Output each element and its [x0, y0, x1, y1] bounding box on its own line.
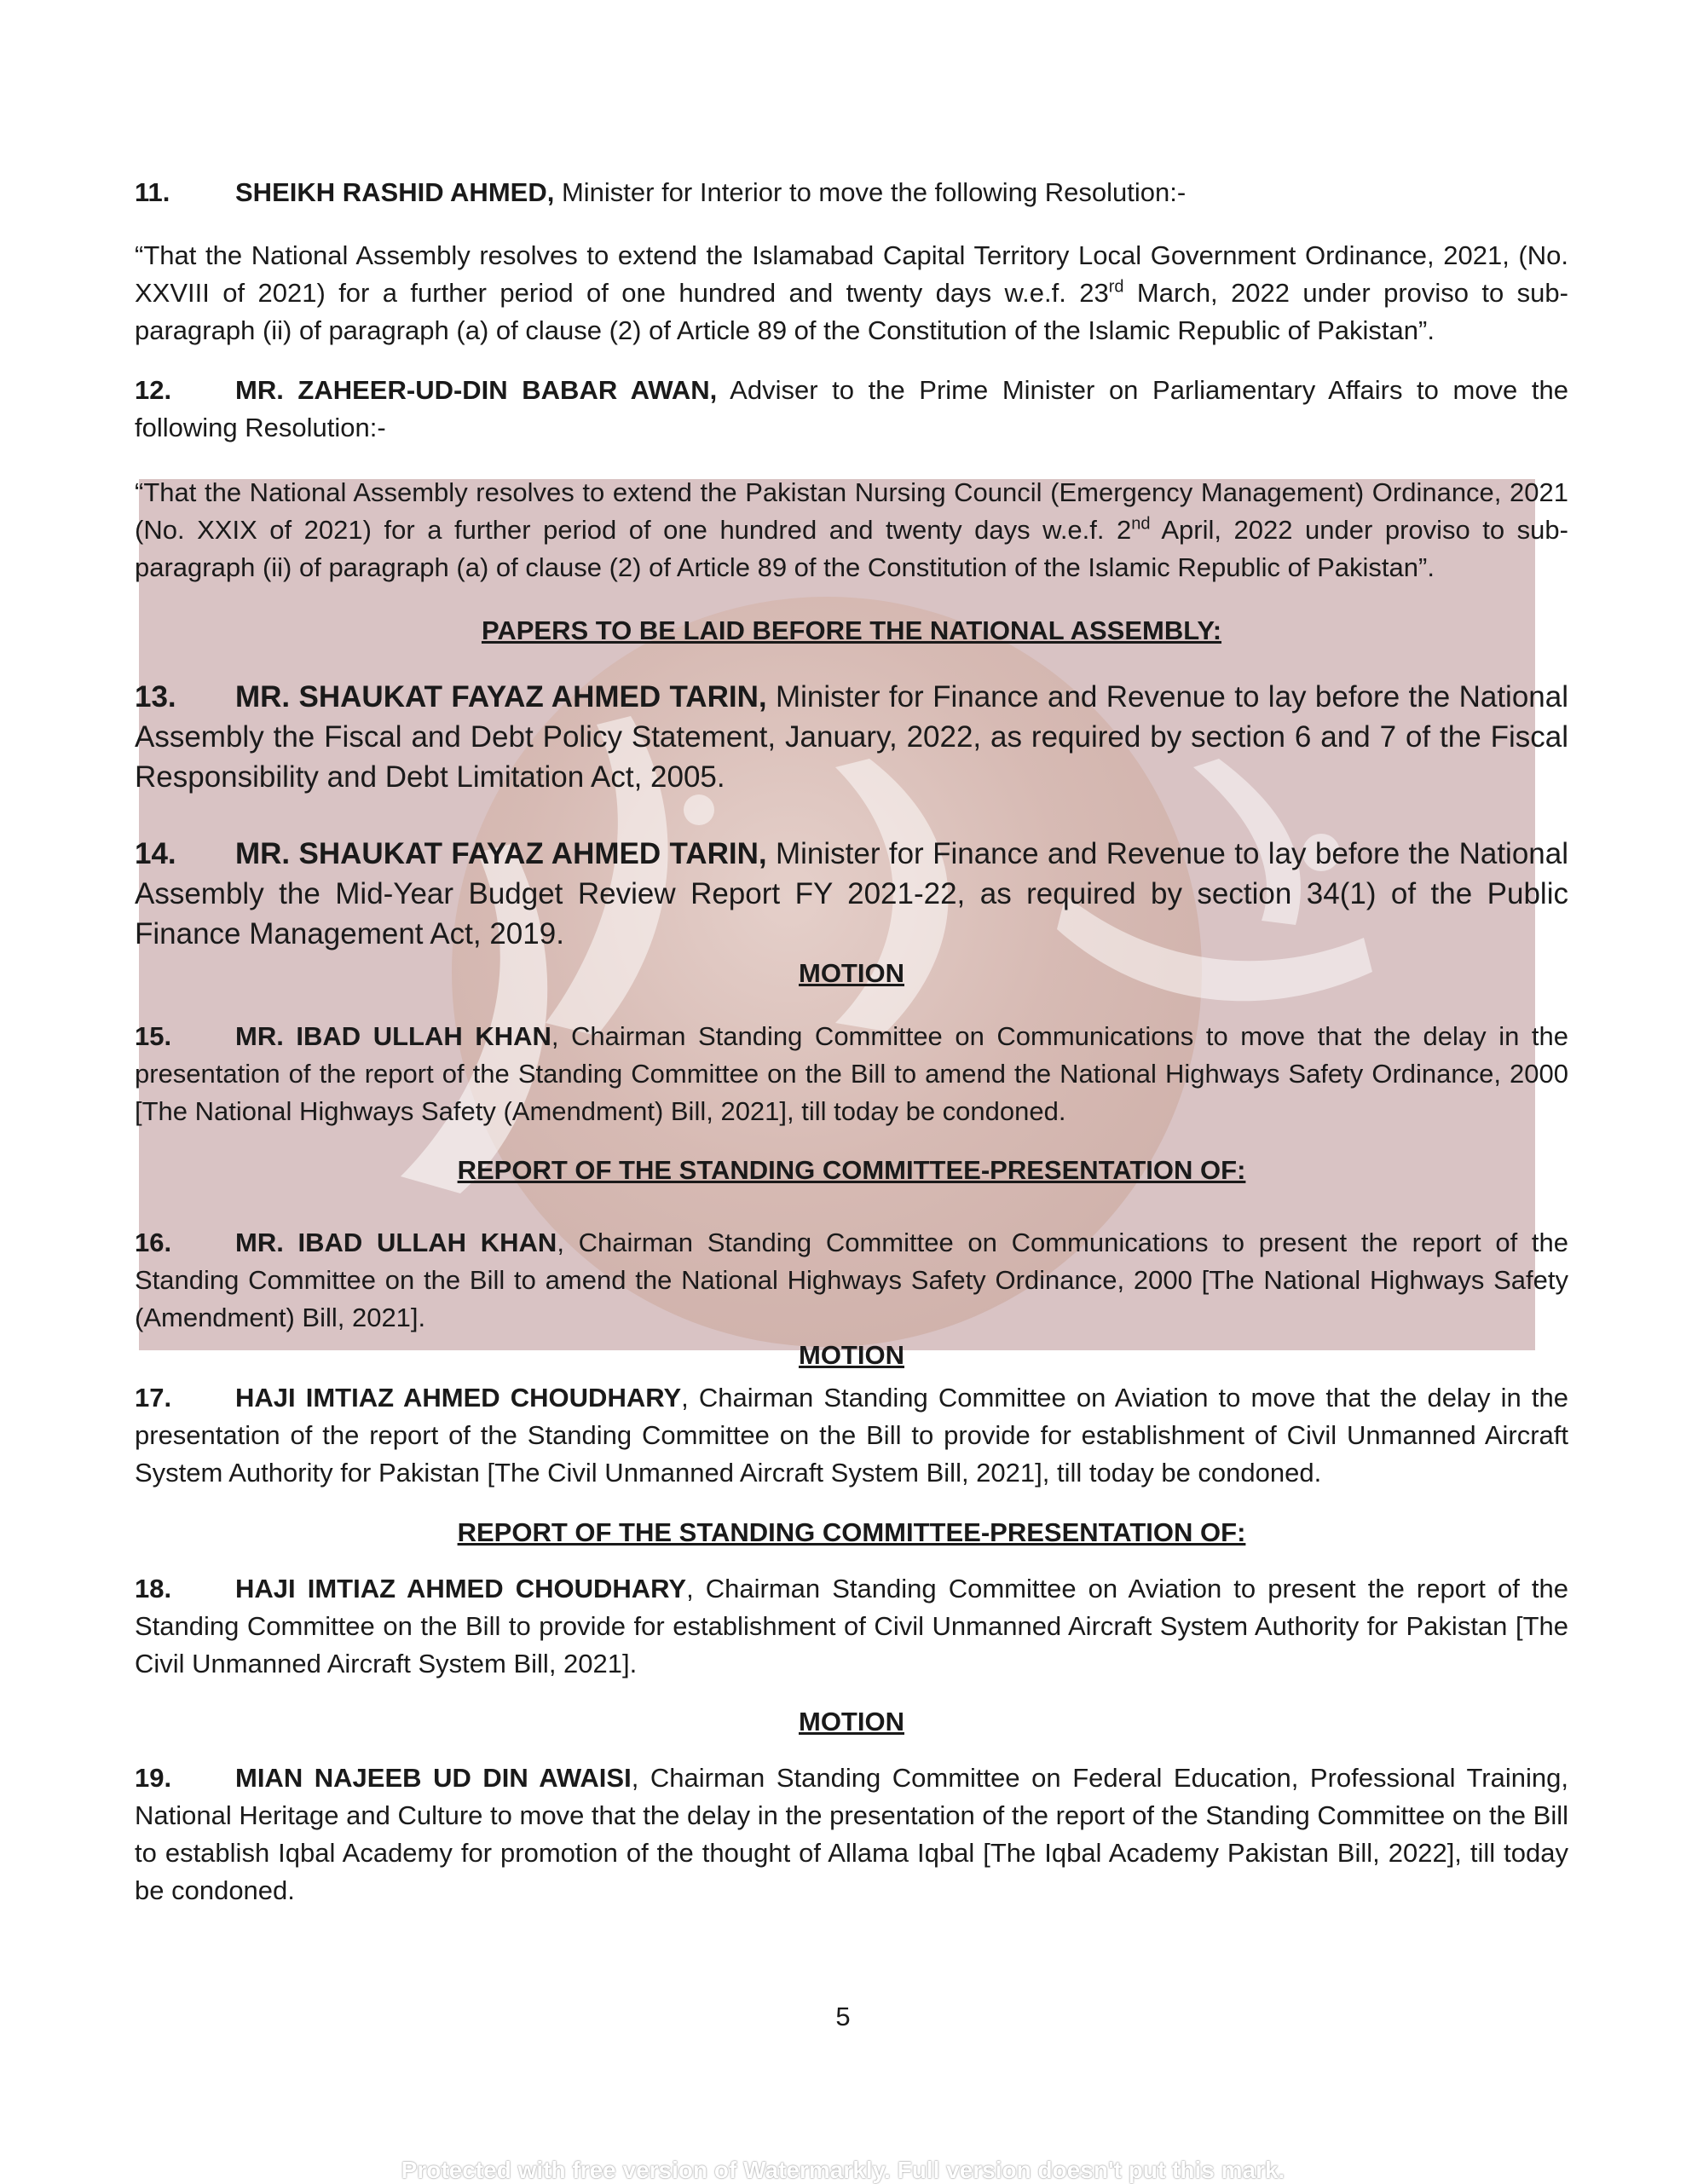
agenda-item-11 [135, 174, 1568, 211]
section-heading-motion: MOTION [799, 1707, 904, 1736]
item-number: 19. [135, 1763, 172, 1793]
agenda-item-13 [135, 677, 1568, 797]
item-number: 12. [135, 375, 172, 405]
section-heading-report: REPORT OF THE STANDING COMMITTEE-PRESENTATION OF: [457, 1517, 1246, 1547]
resolution-quote-11 [135, 237, 1568, 350]
section-heading-motion: MOTION [799, 1340, 904, 1370]
member-name: HAJI IMTIAZ AHMED CHOUDHARY [235, 1383, 682, 1413]
member-name: MR. IBAD ULLAH KHAN [235, 1228, 557, 1257]
member-name: MR. SHAUKAT FAYAZ AHMED TARIN, [235, 837, 767, 870]
item-text: Minister for Finance and Revenue to lay before the National Assembly the Mid-Year Budget Review Report FY 2021-22, as required by section 34(1) of the Public Finance Management Act, 2019. [135, 837, 1568, 950]
quote-text-b: March, 2022 under proviso to sub-paragraph (ii) of paragraph (a) of clause (2) of Article 89 of the Constitution of the Islamic Republic of Pakistan”. [135, 278, 1568, 345]
item-text: , Chairman Standing Committee on Aviation to move that the delay in the presentation of the report of the Standing Committee on the Bill to provide for establishment of Civil Unmanned Aircraft System Authority for Pakistan [The Civil Unmanned Aircraft System Bill, 2021], till today be condoned. [135, 1383, 1569, 1488]
agenda-item-18 [135, 1570, 1568, 1683]
item-number: 15. [135, 1021, 172, 1051]
item-text: , Chairman Standing Committee on Federal Education, Professional Training, National Heritage and Culture to move that the delay in the presentation of the report of the Standing Committee on the Bill to establish Iqbal Academy for promotion of the thought of Allama Iqbal [The Iqbal Academy Pakistan Bill, 2022], till today be condoned. [135, 1763, 1568, 1905]
agenda-item-19 [135, 1759, 1568, 1910]
item-number: 13. [135, 680, 176, 714]
section-heading-report: REPORT OF THE STANDING COMMITTEE-PRESENTATION OF: [457, 1155, 1246, 1185]
item-text: Minister for Finance and Revenue to lay before the National Assembly the Fiscal and Debt Policy Statement, January, 2022, as required by section 6 and 7 of the Fiscal Responsibility and Debt Limitation Act, 2005. [135, 680, 1568, 794]
agenda-item-14 [135, 834, 1568, 954]
member-name: SHEIKH RASHID AHMED, [235, 177, 555, 207]
item-text: Adviser to the Prime Minister on Parliamentary Affairs to move the following Resolution:- [135, 375, 1568, 442]
member-name: MIAN NAJEEB UD DIN AWAISI [235, 1763, 632, 1793]
item-text: Minister for Interior to move the following Resolution:- [554, 177, 1187, 207]
item-number: 18. [135, 1574, 172, 1603]
item-text: , Chairman Standing Committee on Communications to present the report of the Standing Committee on the Bill to amend the National Highways Safety Ordinance, 2000 [The National Highways Safety (Amendment) Bill, 2021]. [135, 1228, 1568, 1332]
member-name: MR. IBAD ULLAH KHAN [235, 1021, 551, 1051]
member-name: MR. ZAHEER-UD-DIN BABAR AWAN, [235, 375, 718, 405]
section-heading-motion: MOTION [799, 958, 904, 988]
quote-text-a: “That the National Assembly resolves to extend the Islamabad Capital Territory Local Government Ordinance, 2021, (No. XXVIII of 2021) for a further period of one hundred and twenty days w.e.f. 23 [135, 240, 1568, 308]
item-number: 14. [135, 837, 176, 870]
item-number: 17. [135, 1383, 172, 1413]
agenda-item-17 [135, 1379, 1568, 1492]
quote-superscript: rd [1108, 277, 1124, 297]
item-number: 16. [135, 1228, 172, 1257]
quote-superscript: nd [1131, 514, 1151, 534]
item-number: 11. [135, 177, 170, 207]
item-text: , Chairman Standing Committee on Communications to move that the delay in the presentation of the report of the Standing Committee on the Bill to amend the National Highways Safety Ordinance, 2000 [The National Highways Safety (Amendment) Bill, 2021], till today be condoned. [135, 1021, 1568, 1126]
quote-text-b: April, 2022 under proviso to sub-paragraph (ii) of paragraph (a) of clause (2) of Article 89 of the Constitution of the Islamic Republic of Pakistan”. [135, 515, 1568, 582]
member-name: MR. SHAUKAT FAYAZ AHMED TARIN, [235, 680, 767, 714]
agenda-item-16 [135, 1224, 1568, 1337]
section-heading-papers: PAPERS TO BE LAID BEFORE THE NATIONAL ASSEMBLY: [481, 615, 1222, 645]
resolution-quote-12 [135, 474, 1568, 586]
quote-text-a: “That the National Assembly resolves to extend the Pakistan Nursing Council (Emergency Management) Ordinance, 2021 (No. XXIX of 2021) for a further period of one hundred and twenty days w.e.f. 2 [135, 477, 1568, 545]
member-name: HAJI IMTIAZ AHMED CHOUDHARY [235, 1574, 687, 1603]
footer-watermark-text: Protected with free version of Watermarkly. Full version doesn't put this mark. [401, 2157, 1285, 2183]
agenda-item-15 [135, 1018, 1568, 1130]
page-number: 5 [835, 2002, 851, 2031]
item-text: , Chairman Standing Committee on Aviation to present the report of the Standing Committee on the Bill to provide for establishment of Civil Unmanned Aircraft System Authority for Pakistan [The Civil Unmanned Aircraft System Bill, 2021]. [135, 1574, 1569, 1678]
agenda-item-12 [135, 372, 1568, 447]
